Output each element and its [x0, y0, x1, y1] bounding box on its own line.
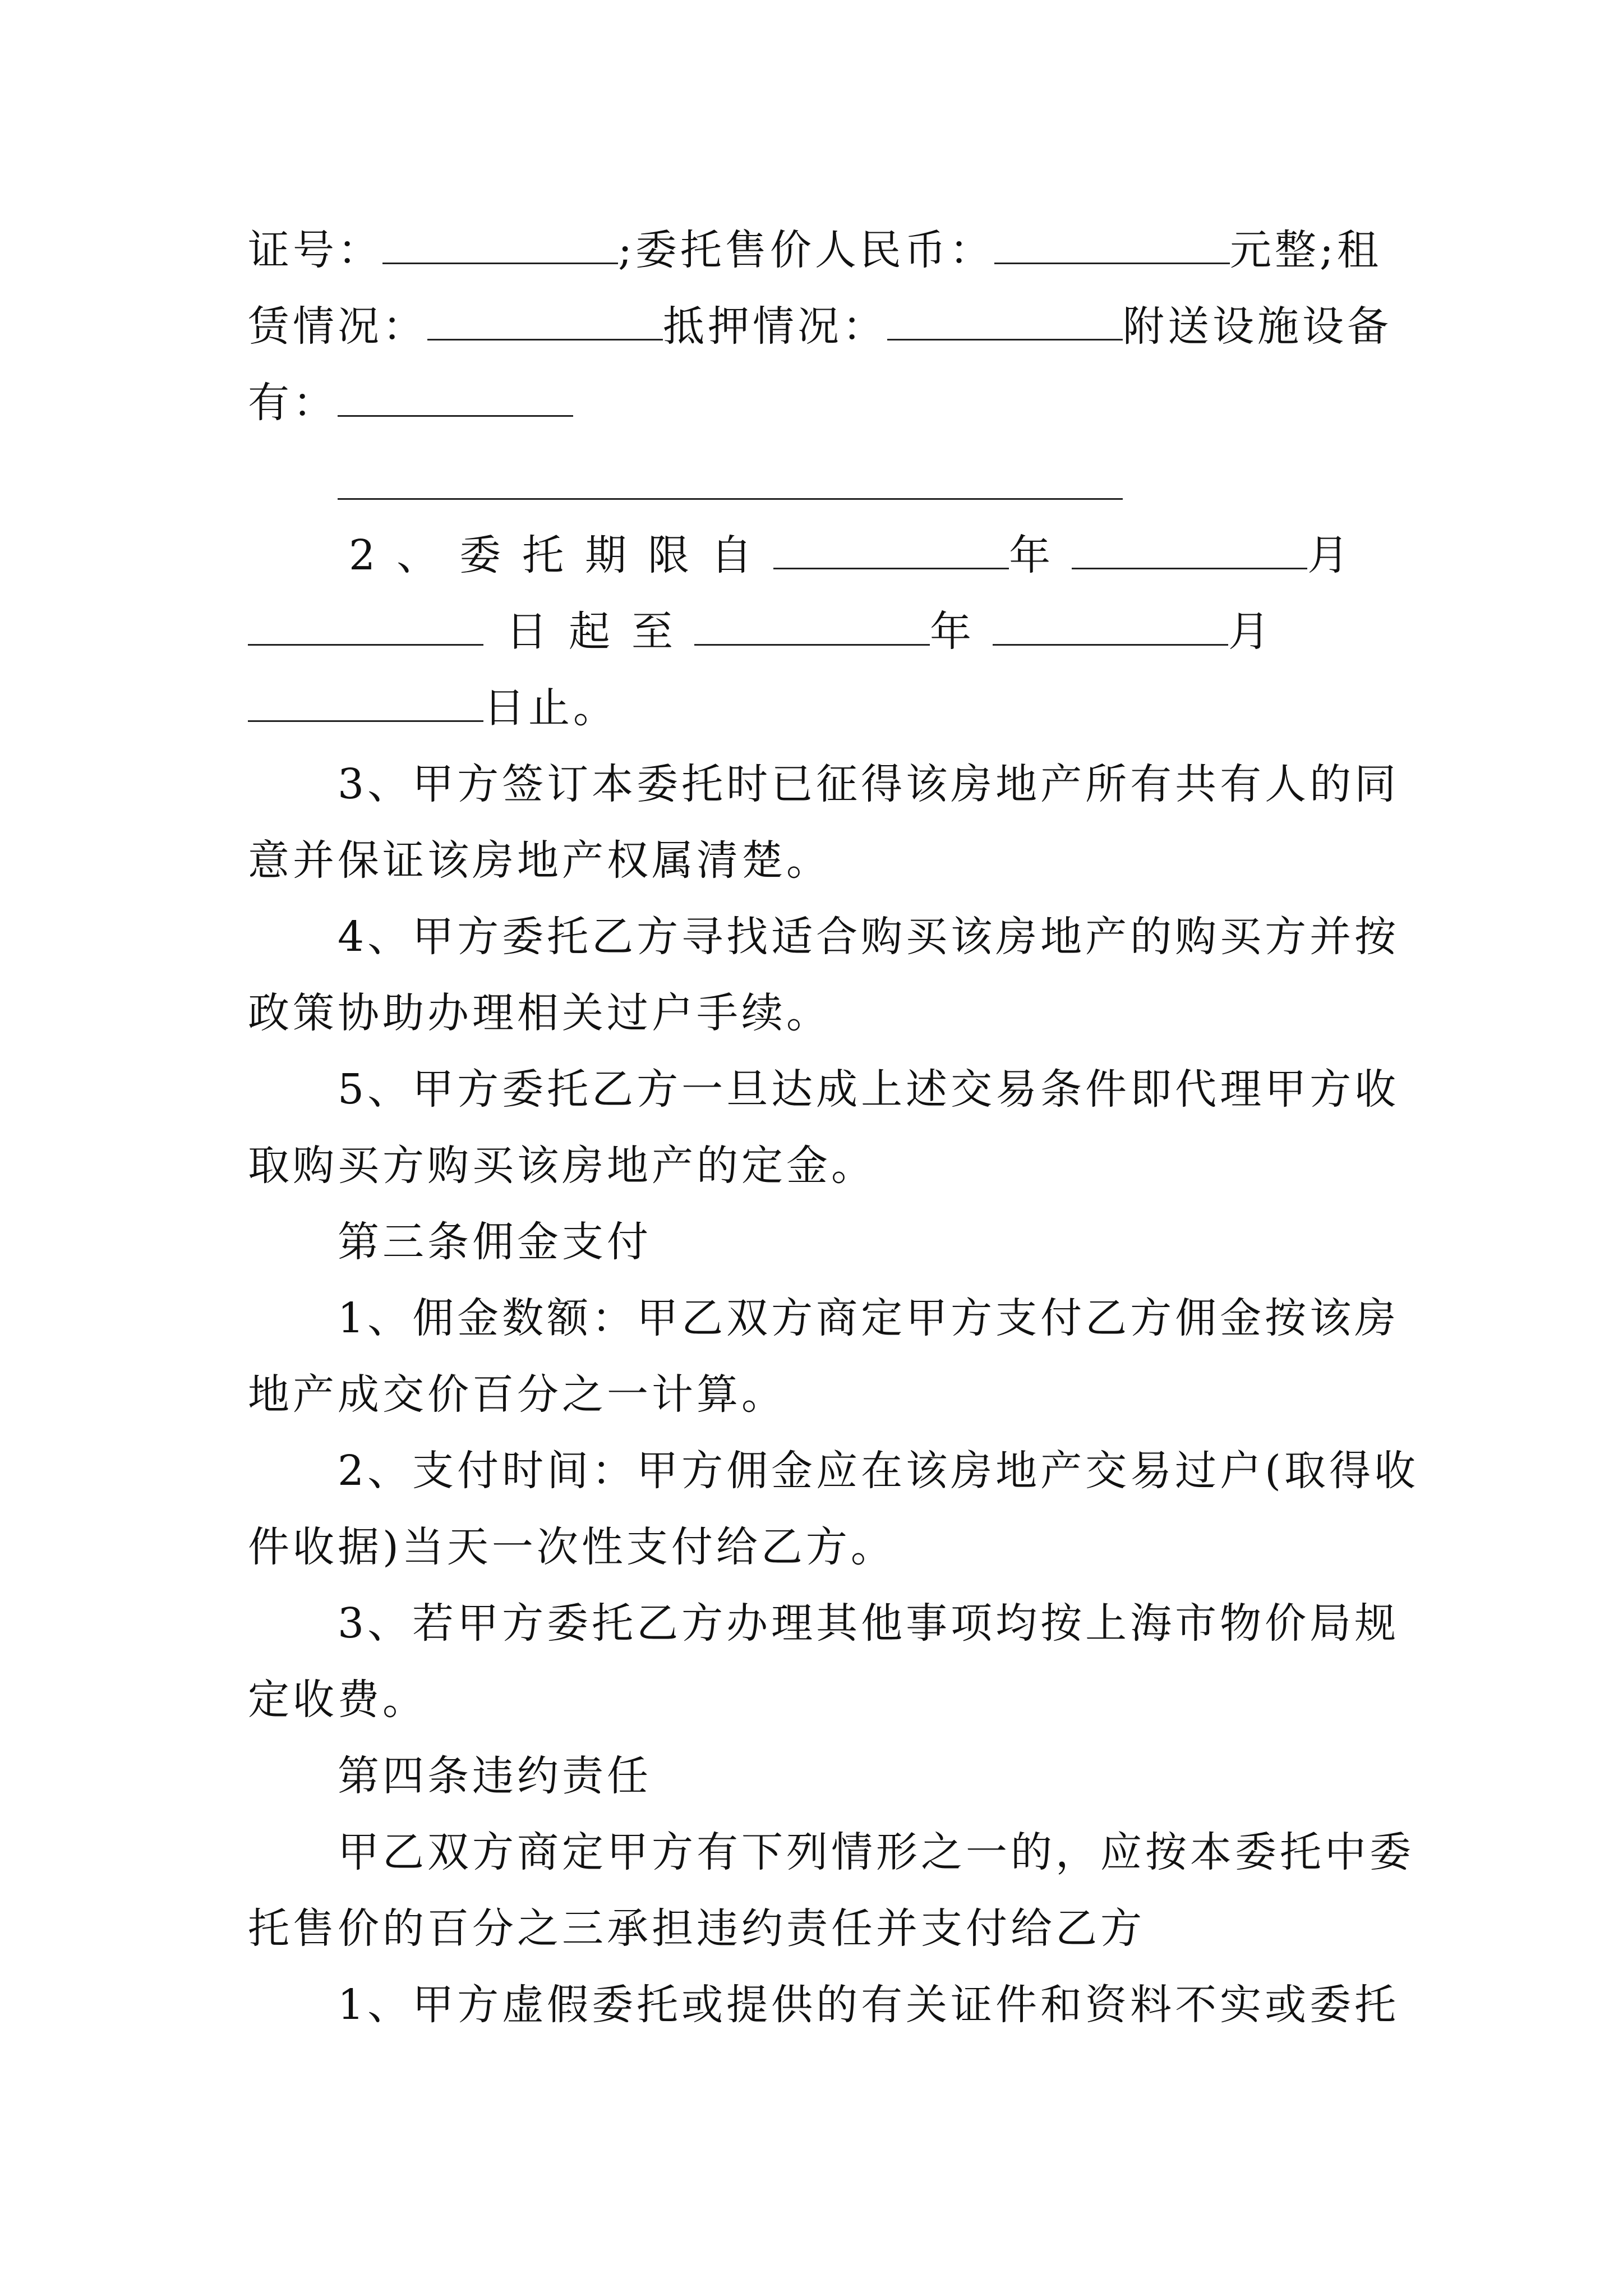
- breach-intro-line-2: 托售价的百分之三承担违约责任并支付给乙方: [248, 1904, 1145, 1953]
- doc-text: 月: [1228, 608, 1291, 656]
- doc-text: 日止。: [483, 684, 618, 732]
- doc-line: [248, 517, 1381, 593]
- doc-text: 年: [1009, 531, 1072, 579]
- fill-blank-start-month: [1072, 533, 1307, 569]
- doc-line: [248, 1509, 1381, 1585]
- doc-line: [248, 975, 1381, 1051]
- section-heading-text: 第三条佣金支付: [338, 1218, 652, 1266]
- paragraph-5-line-1: 5、甲方委托乙方一旦达成上述交易条件即代理甲方收: [338, 1065, 1400, 1114]
- doc-line: [248, 746, 1400, 822]
- fill-blank-end-year: [694, 609, 930, 646]
- commission-item-1-line-1: 1、佣金数额：甲乙双方商定甲方支付乙方佣金按该房: [338, 1294, 1400, 1342]
- commission-item-2-line-2: 件收据)当天一次性支付给乙方。: [248, 1523, 896, 1571]
- fill-blank-facilities-cont: [338, 463, 1123, 500]
- paragraph-3-line-2: 意并保证该房地产权属清楚。: [248, 836, 831, 885]
- doc-line: [248, 1967, 1400, 2043]
- doc-line: [248, 365, 1381, 441]
- breach-intro-line-1: 甲乙双方商定甲方有下列情形之一的，应按本委托中委: [338, 1828, 1414, 1876]
- document-body: [248, 212, 1419, 2043]
- doc-text: 年: [930, 608, 993, 656]
- commission-item-3-line-2: 定收费。: [248, 1676, 427, 1724]
- doc-line: [248, 1051, 1400, 1128]
- doc-text: 附送设施设备: [1123, 302, 1392, 351]
- doc-line: [248, 1662, 1381, 1738]
- doc-text: 抵押情况：: [663, 302, 887, 351]
- doc-line: [248, 593, 1381, 670]
- commission-item-3-line-1: 3、若甲方委托乙方办理其他事项均按上海市物价局规: [338, 1599, 1400, 1648]
- doc-line: [248, 288, 1392, 365]
- doc-text: 有：: [248, 379, 338, 427]
- paragraph-4-line-1: 4、甲方委托乙方寻找适合购买该房地产的购买方并按: [338, 913, 1400, 961]
- doc-text: 月: [1307, 531, 1371, 579]
- section-heading-4: [248, 1738, 1381, 1814]
- fill-blank-end-day: [248, 685, 483, 722]
- breach-item-1-line-1: 1、甲方虚假委托或提供的有关证件和资料不实或委托: [338, 1981, 1400, 2029]
- doc-line: [248, 212, 1381, 288]
- doc-line: [248, 1128, 1381, 1204]
- paragraph-3-line-1: 3、甲方签订本委托时已征得该房地产所有共有人的同: [338, 760, 1400, 808]
- commission-item-1-line-2: 地产成交价百分之一计算。: [248, 1370, 786, 1419]
- doc-line: [248, 1433, 1419, 1509]
- fill-blank-start-day: [248, 609, 483, 646]
- doc-text: 2、委托期限自: [349, 531, 774, 579]
- commission-item-2-line-1: 2、支付时间：甲方佣金应在该房地产交易过户(取得收: [338, 1447, 1419, 1495]
- doc-line: [248, 899, 1400, 975]
- doc-line: [248, 1814, 1414, 1890]
- section-heading-text: 第四条违约责任: [338, 1752, 652, 1800]
- doc-line: [248, 441, 1381, 517]
- fill-blank-start-year: [773, 533, 1009, 569]
- fill-blank-mortgage: [887, 304, 1123, 341]
- paragraph-5-line-2: 取购买方购买该房地产的定金。: [248, 1142, 876, 1190]
- fill-blank-price: [994, 228, 1230, 264]
- doc-line: [248, 1585, 1400, 1662]
- doc-text: 赁情况：: [248, 302, 427, 351]
- doc-line: [248, 1356, 1381, 1433]
- doc-line: [248, 1280, 1400, 1356]
- doc-text: 日起至: [506, 608, 694, 656]
- doc-line: [248, 822, 1381, 899]
- doc-text: 证号：: [248, 226, 382, 274]
- fill-blank-facilities: [338, 380, 573, 417]
- fill-blank-end-month: [993, 609, 1228, 646]
- fill-blank-cert-no: [382, 228, 618, 264]
- section-heading-3: [248, 1204, 1381, 1280]
- fill-blank-lease: [427, 304, 663, 341]
- doc-line: [248, 1890, 1381, 1967]
- doc-text: 元整;租: [1229, 226, 1382, 274]
- doc-line: [248, 670, 1381, 746]
- paragraph-4-line-2: 政策协助办理相关过户手续。: [248, 989, 831, 1037]
- doc-text: ;委托售价人民币：: [618, 226, 994, 274]
